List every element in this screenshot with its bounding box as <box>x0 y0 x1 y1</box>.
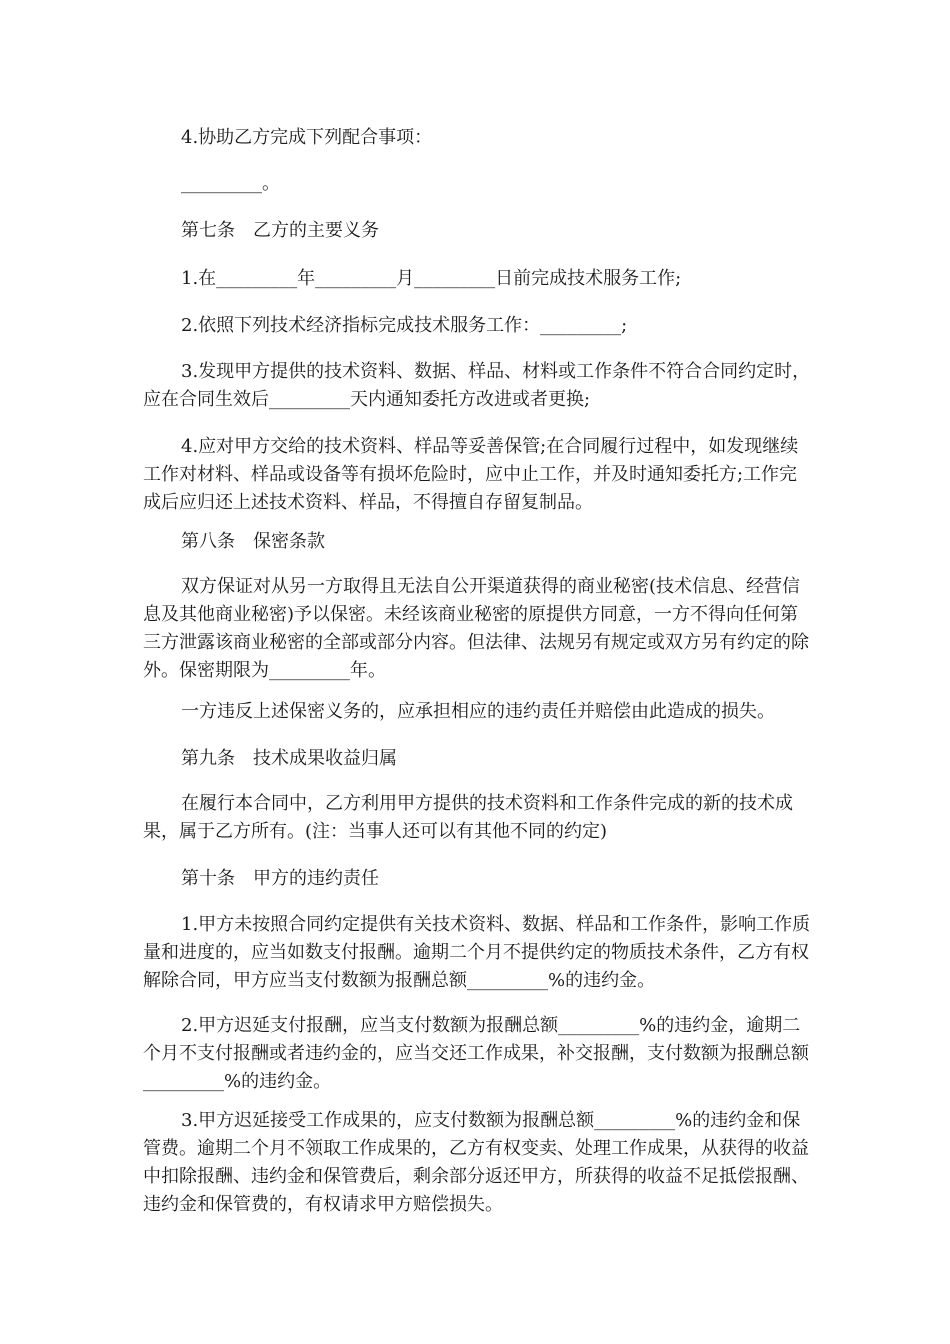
article-8-heading: 第八条 保密条款 <box>181 531 325 552</box>
confidentiality-breach: 一方违反上述保密义务的，应承担相应的违约责任并赔偿由此造成的损失。 <box>181 701 775 722</box>
confidentiality-clause: 双方保证对从另一方取得且无法自公开渠道获得的商业秘密(技术信息、经营信息及其他商业秘密)予以保密。未经该商业秘密的原提供方同意，一方不得向任何第三方泄露该商业秘密的全部或部分内容。但法律、法规另有规定或双方另有约定的除外。保密期限为_________年。 <box>143 576 809 681</box>
blank-line: _________。 <box>181 173 280 194</box>
clause-6-item-4: 4.协助乙方完成下列配合事项： <box>181 127 433 148</box>
clause-7-item-4: 4.应对甲方交给的技术资料、样品等妥善保管;在合同履行过程中，如发现继续工作对材料、样品或设备等有损坏危险时，应中止工作，并及时通知委托方;工作完成后应归还上述技术资料、样品，不得擅自存留复制品。 <box>143 436 799 513</box>
clause-10-item-3: 3.甲方迟延接受工作成果的，应支付数额为报酬总额_________%的违约金和保管费。逾期二个月不领取工作成果的，乙方有权变卖、处理工作成果，从获得的收益中扣除报酬、违约金和保管费后，剩余部分返还甲方，所获得的收益不足抵偿报酬、违约金和保管费的，有权请求甲方赔偿损失。 <box>143 1110 809 1215</box>
article-10-heading: 第十条 甲方的违约责任 <box>181 868 379 889</box>
article-9-heading: 第九条 技术成果收益归属 <box>181 748 397 769</box>
clause-7-item-1: 1.在_________年_________月_________日前完成技术服务工作; <box>181 268 682 289</box>
clause-10-item-1: 1.甲方未按照合同约定提供有关技术资料、数据、样品和工作条件，影响工作质量和进度的，应当如数支付报酬。逾期二个月不提供约定的物质技术条件，乙方有权解除合同，甲方应当支付数额为报酬总额_________%的违约金。 <box>143 914 811 991</box>
ip-ownership-clause: 在履行本合同中，乙方利用甲方提供的技术资料和工作条件完成的新的技术成果，属于乙方所有。(注：当事人还可以有其他不同的约定) <box>143 793 793 842</box>
clause-7-item-2: 2.依照下列技术经济指标完成技术服务工作：_________; <box>181 315 628 336</box>
clause-10-item-2: 2.甲方迟延支付报酬，应当支付数额为报酬总额_________%的违约金，逾期二个月不支付报酬或者违约金的，应当交还工作成果，补交报酬，支付数额为报酬总额_________%的违约金。 <box>143 1015 809 1092</box>
article-7-heading: 第七条 乙方的主要义务 <box>181 220 379 241</box>
clause-7-item-3: 3.发现甲方提供的技术资料、数据、样品、材料或工作条件不符合合同约定时，应在合同生效后_________天内通知委托方改进或者更换; <box>143 361 811 410</box>
